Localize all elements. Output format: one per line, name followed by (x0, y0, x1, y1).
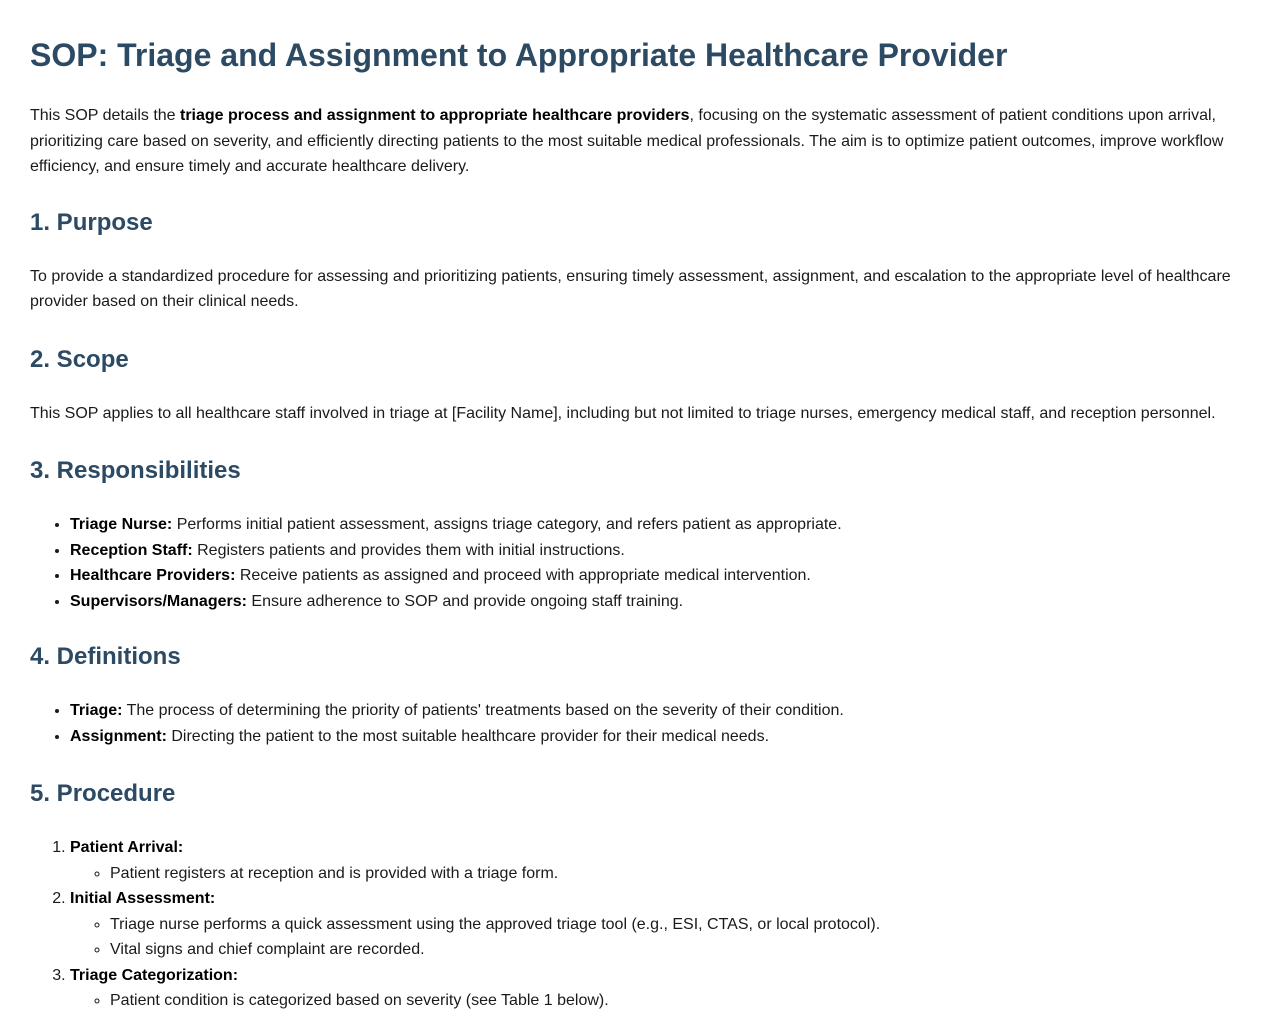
definitions-heading: 4. Definitions (30, 643, 181, 670)
list-item (70, 538, 1233, 564)
responsibilities-list (30, 512, 1233, 614)
list-item (70, 563, 1233, 589)
purpose-text: To provide a standardized procedure for assessing and prioritizing patients, ensuring timely assessment, assignment, and escalation to the appropriate level of healthcare provider based on their clinical needs. (30, 267, 1231, 310)
intro-text-before: This SOP details the (30, 107, 180, 124)
procedure-substep: ◦ Vital signs and chief complaint are recorded. (110, 937, 1233, 963)
list-item-term: Triage: (70, 702, 123, 719)
list-item (70, 698, 1233, 724)
procedure-substep: ◦ Patient condition is categorized based on severity (see Table 1 below). (110, 988, 1233, 1014)
list-item-desc: Performs initial patient assessment, assigns triage category, and refers patient as appropriate. (172, 516, 842, 533)
procedure-step (70, 963, 1233, 1014)
responsibilities-heading: 3. Responsibilities (30, 457, 241, 484)
procedure-step-title: Initial Assessment: (70, 890, 216, 907)
procedure-substep: ◦ Triage nurse performs a quick assessment using the approved triage tool (e.g., ESI, CTAS, or local protocol). (110, 912, 1233, 938)
list-item-desc: The process of determining the priority of patients' treatments based on the severity of their condition. (122, 702, 844, 719)
list-item (70, 724, 1233, 750)
list-item-desc: Registers patients and provides them with initial instructions. (192, 541, 625, 559)
procedure-step-title: Triage Categorization: (70, 966, 239, 984)
list-item-term: Assignment: (70, 727, 167, 745)
procedure-substep: ◦ Patient registers at reception and is provided with a triage form. (110, 861, 1233, 887)
intro-bold-text: triage process and assignment to appropriate healthcare providers (180, 107, 690, 124)
list-item-term: Reception Staff: (70, 541, 193, 559)
procedure-heading: 5. Procedure (30, 780, 176, 807)
procedure-step (70, 886, 1233, 963)
scope-text: This SOP applies to all healthcare staff involved in triage at [Facility Name], including but not limited to triage nurses, emergency medical staff, and reception personnel. (30, 404, 1216, 422)
list-item-desc: Directing the patient to the most suitable healthcare provider for their medical needs. (166, 727, 770, 745)
list-item-term: Supervisors/Managers: (70, 592, 247, 610)
intro-paragraph (30, 103, 1233, 180)
list-item-term: Triage Nurse: (70, 516, 173, 533)
procedure-substeps (70, 988, 1233, 1014)
definitions-list (30, 698, 1233, 749)
list-item-term: Healthcare Providers: (70, 567, 236, 584)
scope-heading: 2. Scope (30, 345, 129, 373)
intro-text-after: , focusing on the systematic assessment of patient conditions upon arrival, prioritizing care based on severity, and efficiently directing patients to the most suitable medical professionals. The aim is to optimize patient outcomes, improve workflow efficiency, and ensure timely and accurate healthcare delivery. (30, 107, 1224, 175)
procedure-list (30, 835, 1233, 1014)
procedure-substeps (70, 861, 1233, 887)
procedure-substeps (70, 912, 1233, 963)
list-item-desc: Receive patients as assigned and proceed with appropriate medical intervention. (235, 567, 811, 584)
list-item-desc: Ensure adherence to SOP and provide ongoing staff training. (246, 592, 684, 610)
purpose-heading: 1. Purpose (30, 208, 153, 236)
procedure-step-title: Patient Arrival: (70, 839, 184, 856)
list-item (70, 512, 1233, 538)
procedure-step (70, 835, 1233, 886)
list-item (70, 589, 1233, 615)
document-title: SOP: Triage and Assignment to Appropriate Healthcare Provider (30, 37, 1008, 73)
